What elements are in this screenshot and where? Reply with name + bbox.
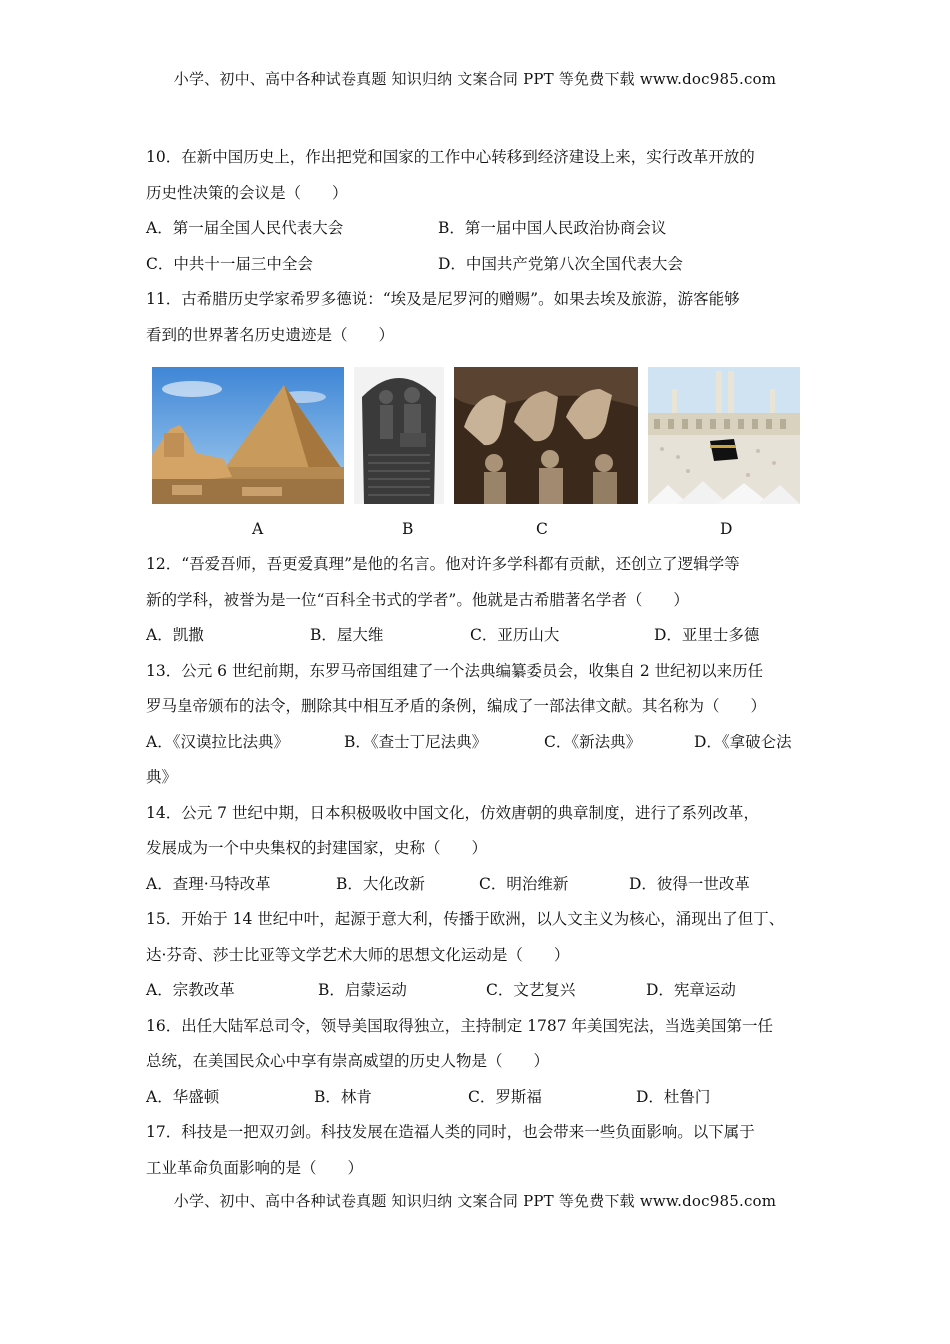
q11-stem-line-1: 11．古希腊历史学家希罗多德说：“埃及是尼罗河的赠赐”。如果去埃及旅游，游客能够 xyxy=(146,290,740,308)
terracotta-warriors-image[interactable] xyxy=(454,367,638,504)
q13-option-a[interactable]: A．《汉谟拉比法典》 xyxy=(146,732,289,751)
q13-stem-line-1: 13．公元 6 世纪前期，东罗马帝国组建了一个法典编纂委员会，收集自 2 世纪初以来历任 xyxy=(146,661,764,680)
q16-option-a[interactable]: A．华盛顿 xyxy=(146,1087,220,1106)
q11-option-a-label[interactable]: A xyxy=(252,520,264,538)
q13-option-c[interactable]: C．《新法典》 xyxy=(544,732,642,751)
q10-options-row-2 xyxy=(146,247,814,283)
q16-option-b[interactable]: B．林肯 xyxy=(314,1087,372,1106)
q13-stem-line-2: 罗马皇帝颁布的法令，删除其中相互矛盾的条例，编成了一部法律文献。其名称为（ ） xyxy=(146,697,767,715)
q12-option-d[interactable]: D．亚里士多德 xyxy=(654,626,760,644)
q16-stem-line-1: 16．出任大陆军总司令，领导美国取得独立，主持制定 1787 年美国宪法，当选美国第一任 xyxy=(146,1016,774,1035)
q10-options-row-1 xyxy=(146,211,814,247)
q14-stem-line-1: 14．公元 7 世纪中期，日本积极吸收中国文化，仿效唐朝的典章制度，进行了系列改革， xyxy=(146,803,759,822)
q14-option-a[interactable]: A．查理·马特改革 xyxy=(146,874,271,893)
q11-image-labels xyxy=(146,511,814,547)
q13-option-d[interactable]: D．《拿破仑法 xyxy=(694,732,792,751)
q15-options xyxy=(146,973,814,1009)
q10-stem-line-1: 10．在新中国历史上，作出把党和国家的工作中心转移到经济建设上来，实行改革开放的 xyxy=(146,148,755,166)
q15-option-c[interactable]: C．文艺复兴 xyxy=(486,981,576,999)
q15-option-a[interactable]: A．宗教改革 xyxy=(146,981,235,999)
q14-stem-line-2: 发展成为一个中央集权的封建国家，史称（ ） xyxy=(146,839,488,857)
q10-stem-line-2: 历史性决策的会议是（ ） xyxy=(146,183,348,202)
q12-options xyxy=(146,618,814,654)
q12-stem-line-2: 新的学科，被誉为是一位“百科全书式的学者”。他就是古希腊著名学者（ ） xyxy=(146,590,689,609)
q15-option-b[interactable]: B．启蒙运动 xyxy=(318,981,407,999)
q10-option-b[interactable]: B．第一届中国人民政治协商会议 xyxy=(438,219,667,237)
q13-options xyxy=(146,725,814,761)
q16-option-d[interactable]: D．杜鲁门 xyxy=(636,1087,711,1106)
q17-stem-line-1: 17．科技是一把双刃剑。科技发展在造福人类的同时，也会带来一些负面影响。以下属于 xyxy=(146,1123,755,1141)
kaaba-mecca-image[interactable] xyxy=(648,367,800,504)
q10-option-c[interactable]: C．中共十一届三中全会 xyxy=(146,254,313,273)
q13-option-b[interactable]: B．《查士丁尼法典》 xyxy=(344,732,488,751)
q15-stem-line-1: 15．开始于 14 世纪中叶，起源于意大利，传播于欧洲，以人文主义为核心，涌现出了但丁、 xyxy=(146,910,785,928)
hammurabi-stele-image[interactable] xyxy=(354,367,444,504)
q16-stem-line-2: 总统，在美国民众心中享有崇高威望的历史人物是（ ） xyxy=(146,1052,550,1070)
q12-stem-line-1: 12．“吾爱吾师，吾更爱真理”是他的名言。他对许多学科都有贡献，还创立了逻辑学等 xyxy=(146,555,740,573)
q11-image-row xyxy=(146,361,814,511)
q11-option-c-label[interactable]: C xyxy=(536,520,548,538)
q14-option-b[interactable]: B．大化改新 xyxy=(336,874,425,893)
q12-option-a[interactable]: A．凯撒 xyxy=(146,626,204,644)
q10-option-d[interactable]: D．中国共产党第八次全国代表大会 xyxy=(438,254,683,273)
q11-option-d-label[interactable]: D xyxy=(720,520,733,538)
q15-stem-line-2: 达·芬奇、莎士比亚等文学艺术大师的思想文化运动是（ ） xyxy=(146,945,570,964)
q14-option-c[interactable]: C．明治维新 xyxy=(479,874,569,893)
q13-option-d-continuation: 典》 xyxy=(146,768,178,786)
q12-option-b[interactable]: B．屋大维 xyxy=(310,626,384,644)
q14-options xyxy=(146,867,814,903)
q12-option-c[interactable]: C．亚历山大 xyxy=(470,626,560,644)
q16-option-c[interactable]: C．罗斯福 xyxy=(468,1087,542,1106)
sphinx-pyramid-image[interactable] xyxy=(152,367,344,504)
q14-option-d[interactable]: D．彼得一世改革 xyxy=(629,874,750,893)
page-header: 小学、初中、高中各种试卷真题 知识归纳 文案合同 PPT 等免费下载 www.doc985.com xyxy=(173,70,777,88)
q10-option-a[interactable]: A．第一届全国人民代表大会 xyxy=(146,219,344,237)
q16-options xyxy=(146,1080,814,1116)
q11-option-b-label[interactable]: B xyxy=(402,520,414,538)
q17-stem-line-2: 工业革命负面影响的是（ ） xyxy=(146,1158,364,1177)
question-content xyxy=(146,140,814,1186)
q11-stem-line-2: 看到的世界著名历史遗迹是（ ） xyxy=(146,325,395,344)
page-footer: 小学、初中、高中各种试卷真题 知识归纳 文案合同 PPT 等免费下载 www.doc985.com xyxy=(173,1192,777,1210)
q15-option-d[interactable]: D．宪章运动 xyxy=(646,981,736,999)
